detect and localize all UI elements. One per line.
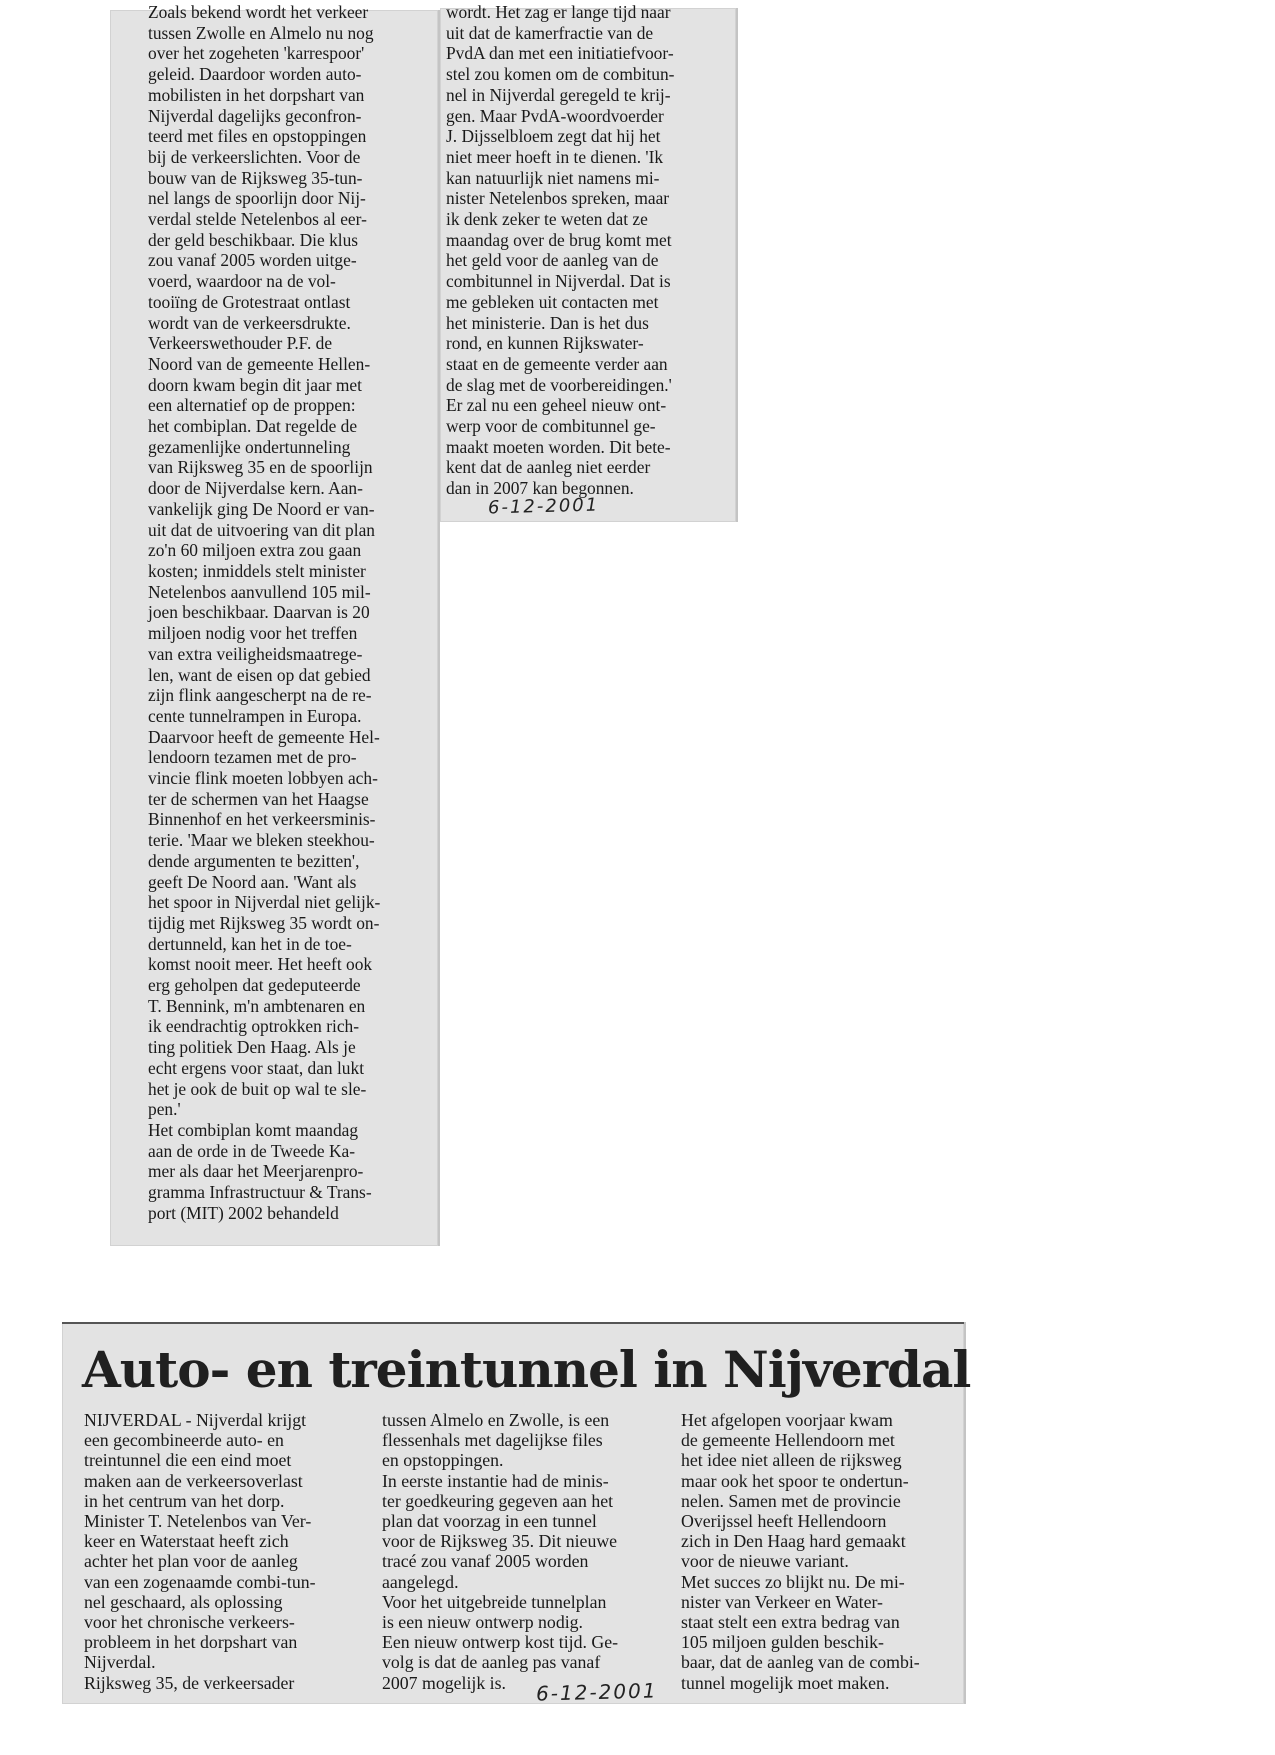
top-article-column-2 (446, 2, 730, 499)
bottom-handwritten-date: 6-12-2001 (535, 1678, 658, 1706)
bottom-article-paragraph: tussen Almelo en Zwolle, is een flessenhals met dagelijkse files en opstoppingen. (382, 1410, 610, 1471)
bottom-article-paragraph: Met succes zo blijkt nu. De mi- nister van Verkeer en Water- staat stelt een extra bedrag van 105 miljoen gulden beschik- baar, dat de aanleg van de combi- tunnel mogelijk moet maken. (681, 1571, 920, 1693)
bottom-article-column-1 (84, 1410, 370, 1693)
bottom-article-paragraph: Voor het uitgebreide tunnelplan is een nieuw ontwerp nodig. Een nieuw ontwerp kost tijd. Ge- volg is dat de aanleg pas vanaf 2007 mogelijk is. (382, 1591, 619, 1693)
top-article-paragraph: Verkeerswethouder P.F. de Noord van de gemeente Hellen- doorn kwam begin dit jaar met een alternatief op de proppen: het combiplan. Dat regelde de gezamenlijke ondertunneling van Rijksweg 35 en de spoorlijn door de Nijverdalse kern. Aan- vankelijk ging De Noord er van- uit dat de uitvoering van dit plan zo'n 60 miljoen extra zou gaan kosten; inmiddels stelt minister Netelenbos aanvullend 105 mil- joen beschikbaar. Daarvan is 20 miljoen nodig voor het treffen van extra veiligheidsmaatrege- len, want de eisen op dat gebied zijn flink aangescherpt na de re- cente tunnelrampen in Europa. (148, 333, 375, 726)
bottom-article-paragraph: Rijksweg 35, de verkeersader (84, 1672, 295, 1693)
top-handwritten-date: 6-12-2001 (487, 494, 600, 519)
bottom-article-paragraph: In eerste instantie had de minis- ter goedkeuring gegeven aan het plan dat voorzag in een tunnel voor de Rijksweg 35. Dit nieuwe tracé zou vanaf 2005 worden aangelegd. (382, 1470, 618, 1592)
bottom-article-paragraph: Het afgelopen voorjaar kwam de gemeente Hellendoorn met het idee niet alleen de rijksweg maar ook het spoor te ondertun- nelen. Samen met de provincie Overijssel heeft Hellendoorn zich in Den Haag hard gemaakt voor de nieuwe variant. (681, 1410, 909, 1572)
top-article-paragraph: Daarvoor heeft de gemeente Hel- lendoorn tezamen met de pro- vincie flink moeten lobbyen ach- ter de schermen van het Haagse Binnenhof en het verkeersminis- terie. 'Maar we bleken steekhou- dende argumenten te bezitten', geeft De Noord aan. 'Want als het spoor in Nijverdal niet gelijk- tijdig met Rijksweg 35 wordt on- dertunneld, kan het in de toe- komst nooit meer. Het heeft ook erg geholpen dat gedeputeerde T. Bennink, m'n ambtenaren en ik eendrachtig optrokken rich- ting politiek Den Haag. Als je echt ergens voor staat, dan lukt het je ook de buit op wal te sle- pen.' (148, 726, 381, 1120)
top-article-paragraph: wordt. Het zag er lange tijd naar uit dat de kamerfractie van de PvdA dan met een initiatiefvoor- stel zou komen om de combitun- nel in Nijverdal geregeld te krij- gen. Maar PvdA-woordvoerder J. Dijsselbloem zegt dat hij het niet meer hoeft in te dienen. 'Ik kan natuurlijk niet namens mi- nister Netelenbos spreken, maar ik denk zeker te weten dat ze maandag over de brug komt met het geld voor de aanleg van de combitunnel in Nijverdal. Dat is me gebleken uit contacten met het ministerie. Dan is het dus rond, en kunnen Rijkswater- staat en de gemeente verder aan de slag met de voorbereidingen.' (446, 2, 675, 395)
bottom-article-paragraph: Minister T. Netelenbos van Ver- keer en Waterstaat heeft zich achter het plan voor de aanleg van een zogenaamde combi-tun- nel geschaard, als oplossing voor het chronische verkeers- probleem in het dorpshart van Nijverdal. (84, 1511, 316, 1673)
bottom-article-headline: Auto- en treintunnel in Nijverdal (82, 1340, 971, 1399)
top-article-paragraph: Zoals bekend wordt het verkeer tussen Zwolle en Almelo nu nog over het zogeheten 'karrespoor' geleid. Daardoor worden auto- mobilisten in het dorpshart van Nijverdal dagelijks geconfron- teerd met files en opstoppingen bij de verkeerslichten. Voor de bouw van de Rijksweg 35-tun- nel langs de spoorlijn door Nij- verdal stelde Netelenbos al eer- der geld beschikbaar. Die klus zou vanaf 2005 worden uitge- voerd, waardoor na de vol- tooiïng de Grotestraat ontlast wordt van de verkeersdrukte. (148, 2, 374, 333)
top-article-paragraph: Er zal nu een geheel nieuw ont- werp voor de combitunnel ge- maakt moeten worden. Dit bete- kent dat de aanleg niet eerder dan in 2007 kan begonnen. (446, 395, 671, 499)
bottom-article-column-2 (382, 1410, 666, 1693)
bottom-article-paragraph: NIJVERDAL - Nijverdal krijgt een gecombineerde auto- en treintunnel die een eind moet maken aan de verkeersoverlast in het centrum van het dorp. (84, 1410, 307, 1511)
bottom-article-column-3 (681, 1410, 961, 1693)
top-article-column-1 (148, 2, 430, 1223)
bottom-clipping-top-rule (62, 1322, 964, 1324)
top-article-paragraph: Het combiplan komt maandag aan de orde in de Tweede Ka- mer als daar het Meerjarenpro- gramma Infrastructuur & Trans- port (MIT) 2002 behandeld (148, 1119, 372, 1223)
